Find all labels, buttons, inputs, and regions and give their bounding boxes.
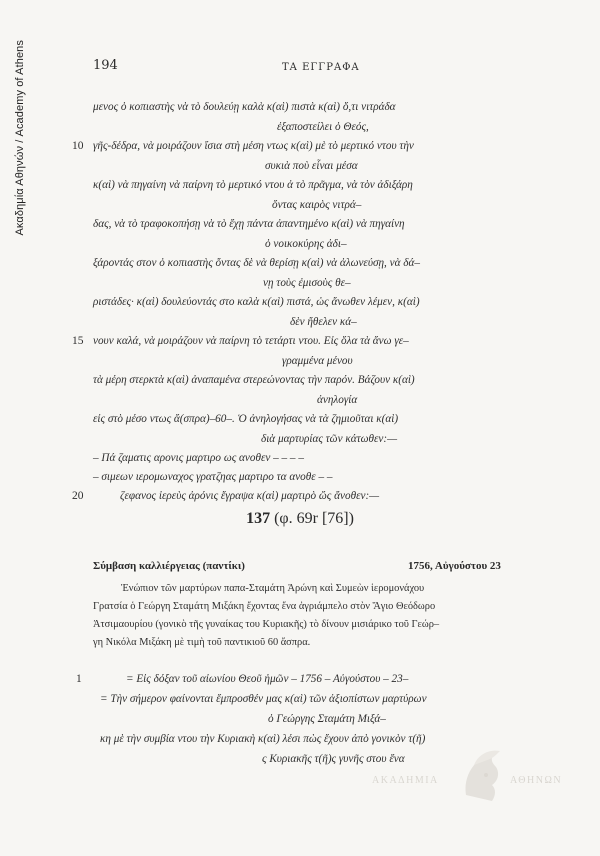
transcript-line: ὄντας καιρὸς νιτρά– [272, 199, 362, 211]
transcript-line: νῃ τοὺς ἐμισοὺς θε– [263, 277, 351, 289]
transcript-line: γραμμένα μένου [282, 355, 353, 367]
document-number: 137 [246, 510, 271, 527]
transcript-line: εἰς στὸ μέσο ντως ἄ(σπρα)–60–. Ὁ ἀνηλογήσας νὰ τὰ ζημιοῦται κ(αὶ) [93, 413, 399, 425]
summary-date: 1756, Αὐγούστου 23 [408, 560, 501, 572]
transcript-line: ὁ νοικοκύρης ἀδι– [265, 238, 347, 250]
summary-line: γη Νικόλα Μιξάκη μὲ τιμὴ τοῦ παντικιοῦ 60 ἄσπρα. [93, 637, 311, 648]
line-number: 10 [72, 140, 84, 152]
transcript-line: διὰ μαρτυρίας τῶν κάτωθεν:— [261, 433, 398, 445]
transcript-line: ἐξαποστείλει ὁ Θεός, [277, 121, 369, 133]
summary-line: Ἐνώπιον τῶν μαρτύρων παπα-Σταμάτη Ἀρώνη καὶ Συμεὼν ἱερομονάχου [121, 583, 425, 594]
transcript-line: δὲν ἤθελεν κά– [290, 316, 357, 328]
watermark-text-right: ΑΘΗΝΩΝ [510, 775, 563, 786]
witness-line: – Πά ζαματις αρονις μαρτιρο ως ανοθεν – – – – [93, 452, 304, 464]
transcript-line: μενος ὁ κοπιαστὴς νὰ τὸ δουλεύῃ καλὰ κ(αὶ) πιστὰ κ(αὶ) ὅ,τι νιτράδα [93, 101, 396, 113]
transcript-line: ξάροντάς στον ὁ κοπιαστὴς ὄντας δὲ νὰ θερίσῃ κ(αὶ) νὰ ἁλωνεύσῃ, νὰ δά– [93, 257, 420, 269]
transcript-line: συκιὰ ποὺ εἶναι μέσα [265, 160, 358, 172]
transcript-line: ὁ Γεώργης Σταμάτη Μιξά– [268, 713, 386, 725]
transcript-line: δας, νὰ τὸ τραφοκοπήσῃ νὰ τὸ ἔχῃ πάντα ἀπαντημένο κ(αὶ) νὰ πηγαίνη [93, 218, 405, 230]
transcript-line: γῆς-δέδρα, νὰ μοιράζουν ἴσια στὴ μέση ντως κ(αὶ) μὲ τὸ μερτικό ντου τὴν [93, 140, 414, 152]
document-folio: (φ. 69r [76]) [274, 510, 354, 527]
line-number: 1 [76, 673, 82, 685]
transcript-line: = Τὴν σήμερον φαίνονται ἔμπροσθέν μας κ(αὶ) τῶν ἀξιοπίστων μαρτύρων [100, 693, 427, 705]
document-heading [0, 510, 600, 528]
summary-line: Γρατσία ὁ Γεώργη Σταμάτη Μιξάκη ἔχοντας ἕνα ἀγριάμπελο στὸν Ἅγιο Θεόδωρο [93, 601, 436, 612]
academy-watermark [364, 745, 564, 815]
transcript-line: = Εἰς δόξαν τοῦ αἰωνίου Θεοῦ ἡμῶν – 1756 – Αὐγούστου – 23– [126, 673, 409, 685]
athena-head-icon [456, 745, 506, 805]
transcript-line: κη μὲ τὴν συμβία ντου τὴν Κυριακὴ κ(αὶ) λέσι πὼς ἔχουν ἀπὸ γονικὸν τ(ῆ) [100, 733, 426, 745]
archive-side-label: Ακαδημία Αθηνών / Academy of Athens [14, 40, 26, 236]
watermark-text-left: ΑΚΑΔΗΜΙΑ [372, 775, 439, 786]
transcript-line: ριστάδες· κ(αὶ) δουλεύοντάς στο καλὰ κ(αὶ) πιστά, ὡς ἄνωθεν λέμεν, κ(αὶ) [93, 296, 420, 308]
witness-line: ζεφανος ἱερεὺς ἀρόνις ἔγραψα κ(αὶ) μαρτιρὸ ὥς ἄνοθεν:— [120, 490, 380, 502]
page-number: 194 [93, 58, 118, 73]
transcript-line: ς Κυριακῆς τ(ῆ)ς γυνῆς στου ἕνα [262, 753, 405, 765]
summary-title: Σύμβαση καλλιέργειας (παντίκι) [93, 560, 245, 572]
witness-line: – σιμεων ιερομωναχος γρατζηας μαρτιρο τα ανοθε – – [93, 471, 333, 483]
transcript-line: νουν καλά, νὰ μοιράζουν νὰ παίρνη τὸ τετάρτι ντου. Εἰς ὅλα τὰ ἄνω γε– [93, 335, 409, 347]
line-number: 20 [72, 490, 84, 502]
transcript-line: ἀνηλογία [317, 394, 358, 406]
transcript-line: κ(αὶ) νὰ πηγαίνη νὰ παίρνη τὸ μερτικό ντου ἁ τὸ πρᾶγμα, νὰ τὸν ἀδιξάρη [93, 179, 413, 191]
summary-line: Ἀτσιμαουρίου (γονικὸ τῆς γυναίκας του Κυριακῆς) τὸ δίνουν μισιάρικο τοῦ Γεώρ– [93, 619, 440, 630]
running-head: ΤΑ ΕΓΓΡΑΦΑ [282, 62, 360, 73]
transcript-line: τὰ μέρη στερκτὰ κ(αὶ) ἀναπαμένα στερεώνοντας τὴν παρόν. Βάζουν κ(αὶ) [93, 374, 415, 386]
line-number: 15 [72, 335, 84, 347]
